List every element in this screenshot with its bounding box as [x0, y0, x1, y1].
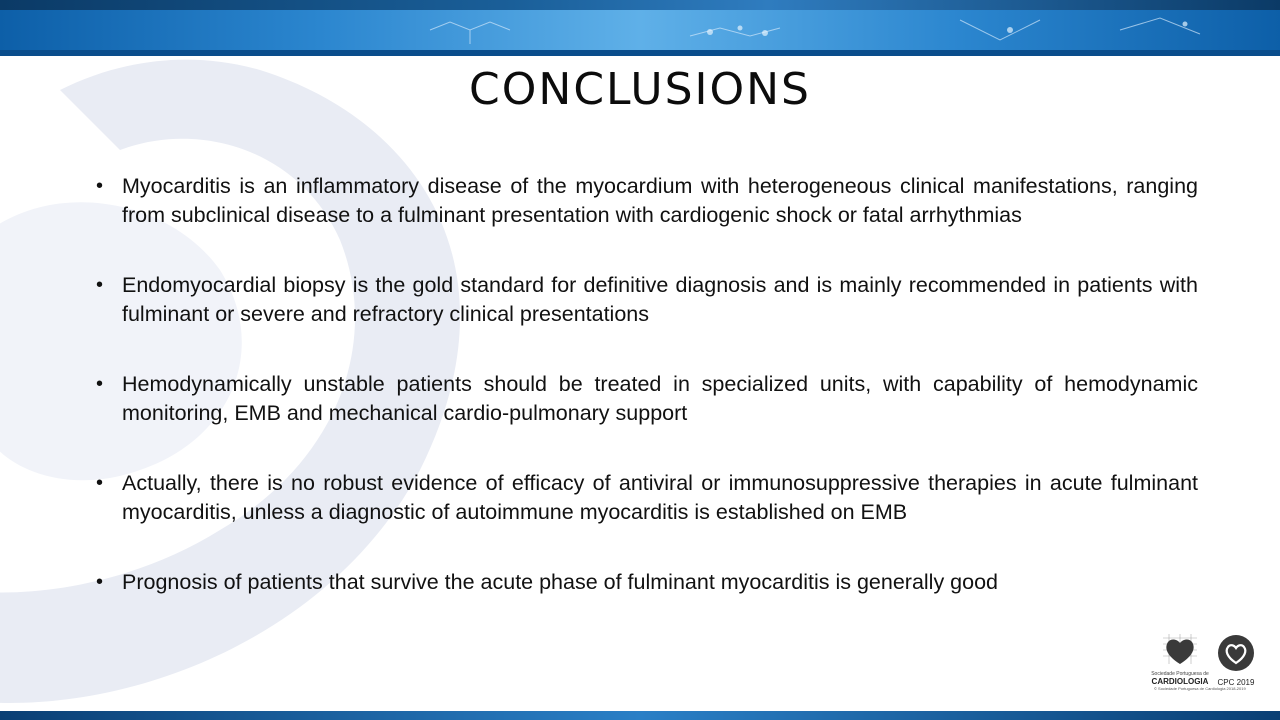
spc-logo: [1150, 634, 1210, 692]
list-item: [96, 370, 1198, 427]
heart-mark-icon: [1161, 634, 1199, 666]
bullet-text: Actually, there is no robust evidence of efficacy of antiviral or immunosuppressive therapies in acute fulminant myocarditis, unless a diagnostic of autoimmune myocarditis is established on EMB: [122, 471, 1198, 524]
cpc-logo-label: CPC 2019: [1217, 678, 1255, 687]
banner-bottom-edge: [0, 50, 1280, 56]
bullet-icon: •: [96, 373, 104, 395]
banner-chemistry-decoration: [0, 0, 1280, 56]
bullet-icon: •: [96, 472, 104, 494]
top-banner: [0, 0, 1280, 56]
list-item: [96, 469, 1198, 526]
bullet-icon: •: [96, 274, 104, 296]
copyright-text: © Sociedade Portuguesa de Cardiologia 2018-2019: [1154, 686, 1246, 691]
cpc-logo: [1212, 634, 1260, 686]
bullet-icon: •: [96, 175, 104, 197]
bullet-text: Hemodynamically unstable patients should be treated in specialized units, with capability of hemodynamic monitoring, EMB and mechanical cardio-pulmonary support: [122, 372, 1198, 425]
bullet-text: Prognosis of patients that survive the acute phase of fulminant myocarditis is generally good: [122, 570, 999, 594]
cpc-heart-badge-icon: [1217, 634, 1255, 672]
bullet-text: Endomyocardial biopsy is the gold standard for definitive diagnosis and is mainly recommended in patients with fulminant or severe and refractory clinical presentations: [122, 273, 1198, 326]
list-item: [96, 271, 1198, 328]
list-item: [96, 172, 1198, 229]
bullet-icon: •: [96, 571, 104, 593]
list-item: [96, 568, 1198, 597]
spc-logo-subtitle: Sociedade Portuguesa de: [1151, 671, 1209, 677]
bullet-text: Myocarditis is an inflammatory disease of the myocardium with heterogeneous clinical manifestations, ranging from subclinical disease to a fulminant presentation with cardiogenic shock or fatal arrhythmias: [122, 174, 1198, 227]
conclusions-list: [96, 172, 1198, 597]
slide-title: CONCLUSIONS: [469, 64, 811, 115]
spc-logo-title: CARDIOLOGIA: [1151, 677, 1209, 686]
bottom-banner: [0, 711, 1280, 720]
